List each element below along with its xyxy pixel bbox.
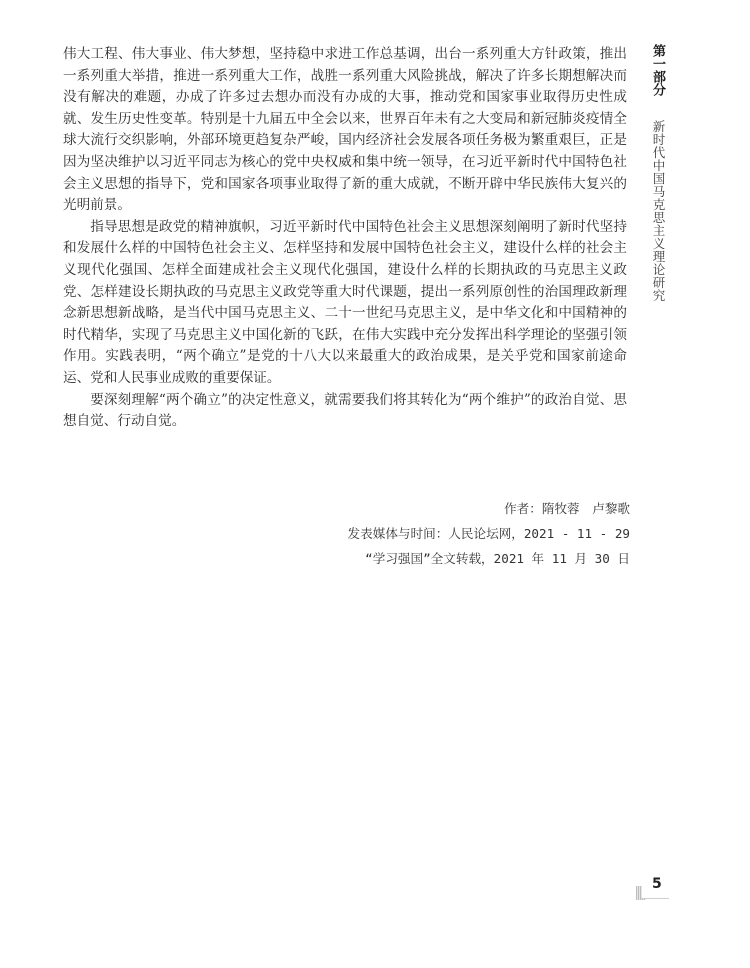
reprint-line: “学习强国”全文转载，2021 年 11 月 30 日: [365, 551, 630, 566]
page-footer-rule: [641, 898, 669, 899]
paragraph-continued: 伟大工程、伟大事业、伟大梦想，坚持稳中求进工作总基调，出台一系列重大方针政策，推出一系列重大举措，推进一系列重大工作，战胜一系列重大风险挑战，解决了许多长期想解决而没有解决的难题，办成了许多过去想办而没有办成的大事，推动党和国家事业取得历史性成就、发生历史性变革。特别是十九届五中全会以来，世界百年未有之大变局和新冠肺炎疫情全球大流行交织影响，外部环境更趋复杂严峻，国内经济社会发展各项任务极为繁重艰巨，正是因为坚决维护以习近平同志为核心的党中央权威和集中统一领导，在习近平新时代中国特色社会主义思想的指导下，党和国家各项事业取得了新的重大成就，不断开辟中华民族伟大复兴的光明前景。: [63, 46, 627, 214]
paragraph-guiding-ideology: 指导思想是政党的精神旗帜，习近平新时代中国特色社会主义思想深刻阐明了新时代坚持和发展什么样的中国特色社会主义、怎样坚持和发展中国特色社会主义，建设什么样的社会主义现代化强国、怎样全面建成社会主义现代化强国，建设什么样的长期执政的马克思主义政党、怎样建设长期执政的马克思主义政党等重大时代课题，提出一系列原创性的治国理政新理念新思想新战略，是当代中国马克思主义、二十一世纪马克思主义，是中华文化和中国精神的时代精华，实现了马克思主义中国化新的飞跃，在伟大实践中充分发挥出科学理论的坚强引领作用。实践表明，“两个确立”是党的十八大以来最重大的政治成果，是关乎党和国家前途命运、党和人民事业成败的重要保证。: [63, 218, 627, 386]
paragraph-conclusion: 要深刻理解“两个确立”的决定性意义，就需要我们将其转化为“两个维护”的政治自觉、思想自觉、行动自觉。: [63, 391, 627, 430]
article-byline: [348, 496, 630, 571]
publication-line: 发表媒体与时间：人民论坛网，2021 - 11 - 29: [347, 526, 630, 541]
article-body: [63, 44, 627, 433]
running-section-title: 新时代中国马克思主义理论研究: [651, 120, 666, 302]
page-number: 5: [652, 876, 662, 892]
author-line: 作者：隋牧蓉 卢黎歌: [504, 501, 630, 516]
part-label: 第一部分: [650, 44, 665, 96]
